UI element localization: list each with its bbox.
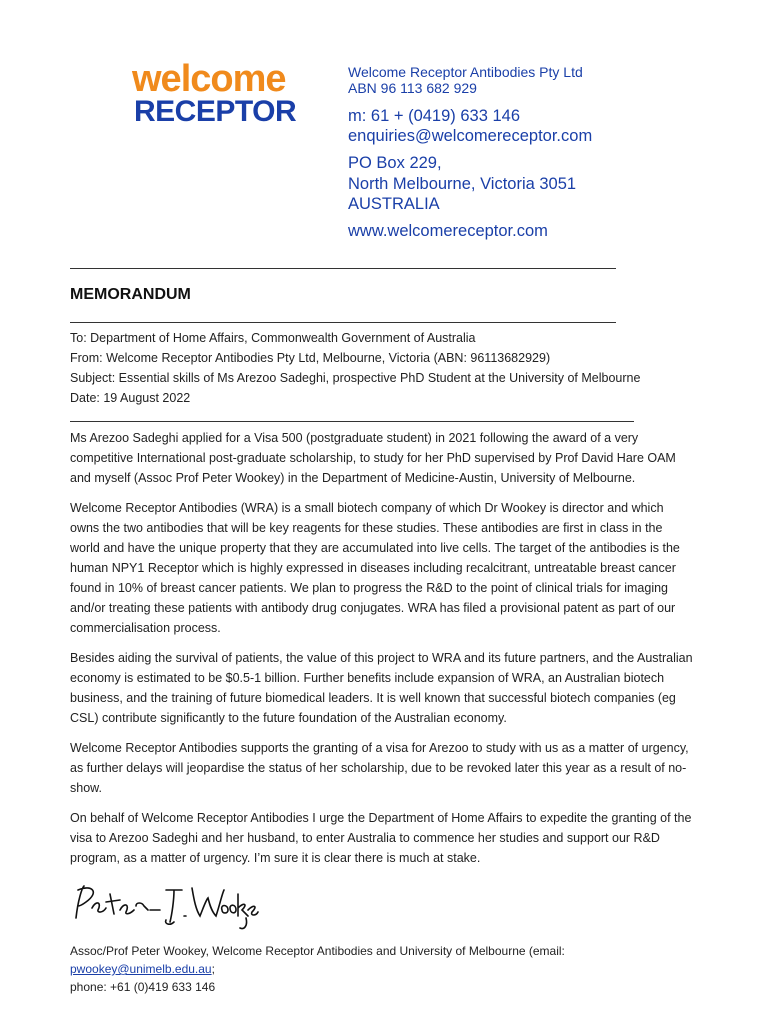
- footer-text: Assoc/Prof Peter Wookey, Welcome Receptor Antibodies and University of Melbourne (email:: [70, 944, 565, 958]
- body-paragraph-2: Welcome Receptor Antibodies (WRA) is a small biotech company of which Dr Wookey is director and which owns the two antibodies that will be key reagents for these studies. These antibodies are first in class in the world and have the unique property that they are accumulated into live cells. The target of the antibodies is the human NPY1 Receptor which is highly expressed in diseases including recalcitrant, untreatable breast cancer found in 10% of breast cancer patients. We plan to progress the R&D to the point of clinical trials for imaging and/or treating these patients with antibody drug conjugates. WRA has filed a provisional patent as part of our commercialisation process.: [70, 501, 680, 635]
- footer-email-link[interactable]: pwookey@unimelb.edu.au: [70, 962, 212, 976]
- memo-subject: Subject: Essential skills of Ms Arezoo Sadeghi, prospective PhD Student at the University of Melbourne: [70, 371, 641, 385]
- meta-divider: [70, 421, 634, 422]
- contact-phone: m: 61 + (0419) 633 146: [348, 107, 520, 125]
- contact-email[interactable]: enquiries@welcomereceptor.com: [348, 127, 593, 145]
- footer-phone: phone: +61 (0)419 633 146: [70, 980, 216, 994]
- memo-from: From: Welcome Receptor Antibodies Pty Ltd, Melbourne, Victoria (ABN: 96113682929): [70, 351, 551, 365]
- contact-po-box: PO Box 229,: [348, 154, 442, 172]
- body-paragraph-5: On behalf of Welcome Receptor Antibodies I urge the Department of Home Affairs to expedite the granting of the visa to Arezoo Sadeghi and her husband, to enter Australia to commence her studies and support our R&D program, as a matter of urgency. I’m sure it is clear there is much at stake.: [70, 811, 692, 865]
- contact-abn: ABN 96 113 682 929: [348, 80, 477, 96]
- header-divider: [70, 268, 616, 269]
- body-paragraph-1: Ms Arezoo Sadeghi applied for a Visa 500 (postgraduate student) in 2021 following the award of a very competitive International post-graduate scholarship, to study for her PhD supervised by Prof David Hare OAM and myself (Assoc Prof Peter Wookey) in the Department of Medicine-Austin, University of Melbourne.: [70, 431, 676, 485]
- contact-company: Welcome Receptor Antibodies Pty Ltd: [348, 64, 583, 80]
- body-paragraph-3: Besides aiding the survival of patients, the value of this project to WRA and its future partners, and the Australian economy is estimated to be $0.5-1 billion. Further benefits include expansion of WRA, an Australian biotech business, and the training of future biomedical leaders. It is well known that successful biotech companies (eg CSL) contribute significantly to the future foundation of the Australian economy.: [70, 651, 693, 725]
- memo-to: To: Department of Home Affairs, Commonwealth Government of Australia: [70, 331, 476, 345]
- body-paragraph-4: Welcome Receptor Antibodies supports the granting of a visa for Arezoo to study with us as a matter of urgency, as further delays will jeopardise the status of her scholarship, due to be revoked later this year as a result of no-show.: [70, 741, 689, 795]
- footer-text-after: ;: [211, 962, 215, 976]
- memo-date: Date: 19 August 2022: [70, 391, 191, 405]
- handwritten-signature: [70, 880, 260, 932]
- contact-website[interactable]: www.welcomereceptor.com: [348, 222, 548, 240]
- contact-city: North Melbourne, Victoria 3051: [348, 175, 577, 193]
- company-logo: [132, 58, 297, 130]
- footer-signoff: [70, 942, 710, 996]
- logo-wordmark-welcome: welcome: [132, 58, 286, 100]
- logo-wordmark-receptor: RECEPTOR: [134, 95, 297, 128]
- memo-title: MEMORANDUM: [70, 286, 191, 303]
- contact-country: AUSTRALIA: [348, 195, 440, 213]
- title-divider: [70, 322, 616, 323]
